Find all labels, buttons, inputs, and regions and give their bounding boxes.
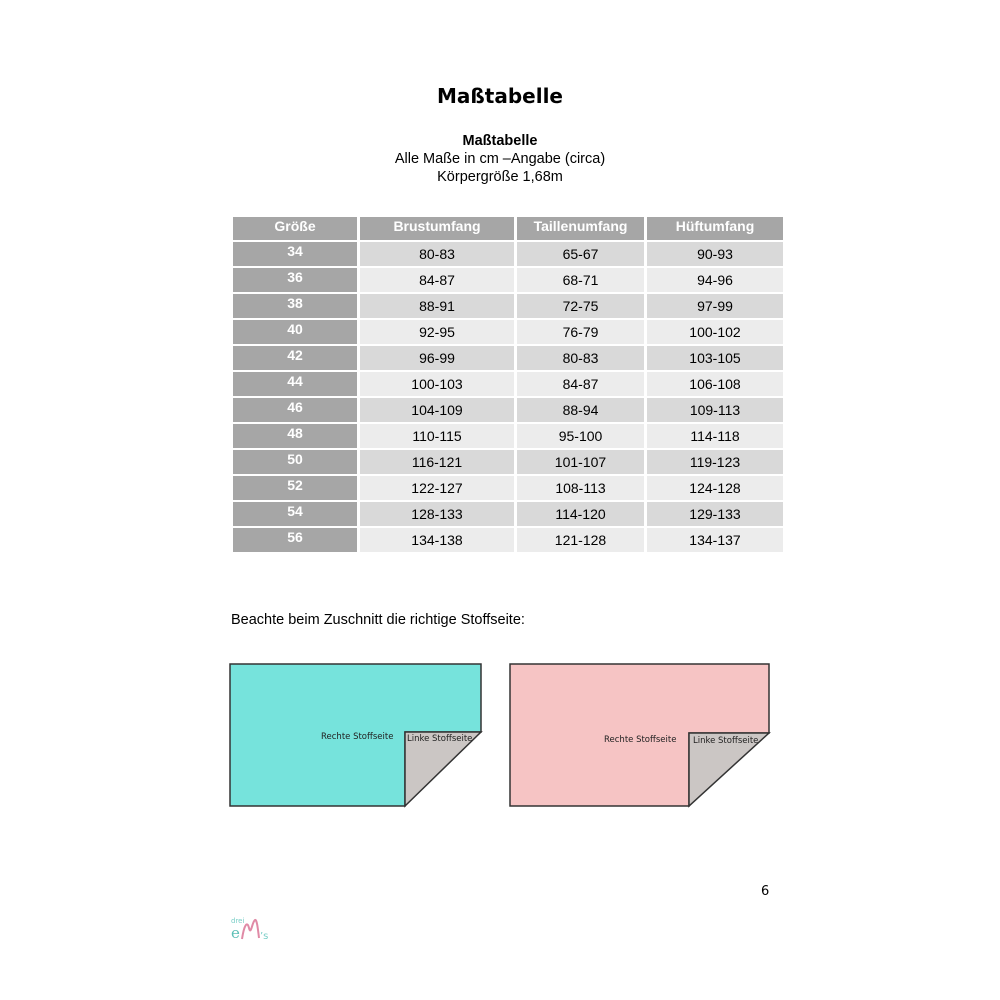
header-size: Größe xyxy=(233,217,357,240)
table-row xyxy=(233,268,783,292)
caption-units: Alle Maße in cm –Angabe (circa) xyxy=(394,151,606,167)
size-cell: 54 xyxy=(233,502,357,526)
hip-cell: 100-102 xyxy=(647,320,783,344)
bust-cell: 134-138 xyxy=(360,528,514,552)
table-row xyxy=(233,372,783,396)
table-row xyxy=(233,398,783,422)
hip-cell: 97-99 xyxy=(647,294,783,318)
size-cell: 38 xyxy=(233,294,357,318)
hip-cell: 129-133 xyxy=(647,502,783,526)
bust-cell: 92-95 xyxy=(360,320,514,344)
hip-cell: 106-108 xyxy=(647,372,783,396)
bust-cell: 80-83 xyxy=(360,242,514,266)
waist-cell: 101-107 xyxy=(517,450,644,474)
table-caption xyxy=(0,132,1000,186)
size-cell: 48 xyxy=(233,424,357,448)
hip-cell: 109-113 xyxy=(647,398,783,422)
size-cell: 36 xyxy=(233,268,357,292)
size-cell: 56 xyxy=(233,528,357,552)
fabric-diagram-pink xyxy=(509,660,771,810)
hip-cell: 114-118 xyxy=(647,424,783,448)
waist-cell: 121-128 xyxy=(517,528,644,552)
hip-cell: 119-123 xyxy=(647,450,783,474)
brand-logo xyxy=(230,914,290,944)
waist-cell: 65-67 xyxy=(517,242,644,266)
svg-text:e: e xyxy=(231,924,240,942)
waist-cell: 72-75 xyxy=(517,294,644,318)
table-row xyxy=(233,528,783,552)
table-row xyxy=(233,346,783,370)
cutting-note: Beachte beim Zuschnitt die richtige Stoffseite: xyxy=(231,612,525,628)
waist-cell: 84-87 xyxy=(517,372,644,396)
wrong-side-label-teal: Linke Stoffseite xyxy=(407,734,473,744)
bust-cell: 104-109 xyxy=(360,398,514,422)
table-body xyxy=(233,242,783,552)
size-cell: 42 xyxy=(233,346,357,370)
size-table xyxy=(230,215,786,554)
bust-cell: 128-133 xyxy=(360,502,514,526)
hip-cell: 94-96 xyxy=(647,268,783,292)
svg-text:’s: ’s xyxy=(260,931,269,942)
table-header-row xyxy=(233,217,783,240)
bust-cell: 116-121 xyxy=(360,450,514,474)
bust-cell: 84-87 xyxy=(360,268,514,292)
size-cell: 40 xyxy=(233,320,357,344)
waist-cell: 114-120 xyxy=(517,502,644,526)
page-number: 6 xyxy=(761,884,770,899)
size-cell: 44 xyxy=(233,372,357,396)
svg-text:drei: drei xyxy=(231,917,245,925)
fabric-diagram-teal xyxy=(229,660,483,810)
table-row xyxy=(233,502,783,526)
hip-cell: 124-128 xyxy=(647,476,783,500)
size-cell: 52 xyxy=(233,476,357,500)
bust-cell: 88-91 xyxy=(360,294,514,318)
bust-cell: 122-127 xyxy=(360,476,514,500)
size-cell: 34 xyxy=(233,242,357,266)
bust-cell: 96-99 xyxy=(360,346,514,370)
caption-heading: Maßtabelle xyxy=(462,133,538,149)
wrong-side-label-pink: Linke Stoffseite xyxy=(693,736,759,746)
hip-cell: 103-105 xyxy=(647,346,783,370)
waist-cell: 108-113 xyxy=(517,476,644,500)
table-row xyxy=(233,242,783,266)
header-waist: Taillenumfang xyxy=(517,217,644,240)
bust-cell: 110-115 xyxy=(360,424,514,448)
waist-cell: 95-100 xyxy=(517,424,644,448)
waist-cell: 88-94 xyxy=(517,398,644,422)
table-row xyxy=(233,450,783,474)
bust-cell: 100-103 xyxy=(360,372,514,396)
table-row xyxy=(233,294,783,318)
header-bust: Brustumfang xyxy=(360,217,514,240)
size-cell: 46 xyxy=(233,398,357,422)
right-side-label-pink: Rechte Stoffseite xyxy=(604,735,677,745)
right-side-label-teal: Rechte Stoffseite xyxy=(321,732,394,742)
waist-cell: 68-71 xyxy=(517,268,644,292)
size-cell: 50 xyxy=(233,450,357,474)
waist-cell: 76-79 xyxy=(517,320,644,344)
hip-cell: 134-137 xyxy=(647,528,783,552)
caption-body-height: Körpergröße 1,68m xyxy=(437,169,563,185)
waist-cell: 80-83 xyxy=(517,346,644,370)
table-row xyxy=(233,320,783,344)
page-title: Maßtabelle xyxy=(437,84,563,108)
table-row xyxy=(233,476,783,500)
table-row xyxy=(233,424,783,448)
hip-cell: 90-93 xyxy=(647,242,783,266)
header-hip: Hüftumfang xyxy=(647,217,783,240)
